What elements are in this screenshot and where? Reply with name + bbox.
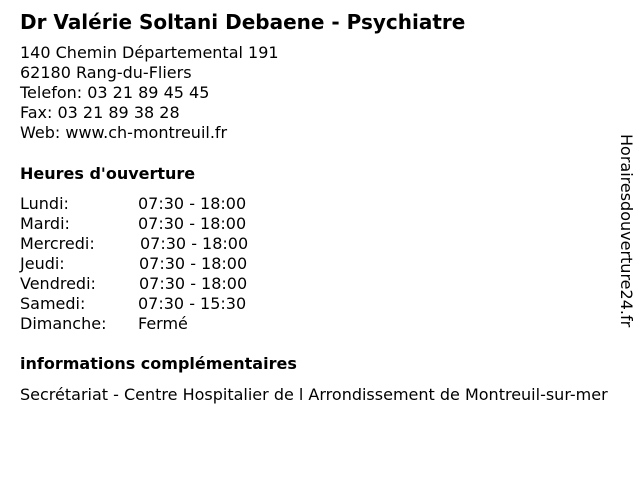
time-value: Fermé [138,314,188,333]
time-value: 07:30 - 18:00 [139,254,248,273]
address-city: 62180 Rang-du-Fliers [20,63,192,82]
time-value: 07:30 - 18:00 [140,234,249,253]
fax-number: Fax: 03 21 89 38 28 [20,103,180,122]
hours-row-tuesday [20,214,320,234]
hours-row-sunday [20,314,320,334]
time-value: 07:30 - 18:00 [138,194,247,213]
additional-info-heading: informations complémentaires [20,354,297,373]
opening-hours-table [20,194,320,334]
day-label: Dimanche: [20,314,107,333]
phone-number: Telefon: 03 21 89 45 45 [20,83,210,102]
hours-row-friday [20,274,320,294]
day-label: Jeudi: [20,254,65,273]
day-label: Lundi: [20,194,69,213]
time-value: 07:30 - 18:00 [138,214,247,233]
contact-block [20,43,279,143]
time-value: 07:30 - 15:30 [138,294,247,313]
day-label: Samedi: [20,294,86,313]
watermark-text: Horairesdouverture24.fr [617,134,636,328]
address-street: 140 Chemin Départemental 191 [20,43,279,62]
day-label: Vendredi: [20,274,96,293]
hours-row-monday [20,194,320,214]
day-label: Mardi: [20,214,70,233]
hours-row-thursday [20,254,320,274]
additional-info-text: Secrétariat - Centre Hospitalier de l Arrondissement de Montreuil-sur-mer [20,385,608,404]
day-label: Mercredi: [20,234,95,253]
page-title: Dr Valérie Soltani Debaene - Psychiatre [20,10,466,34]
hours-row-saturday [20,294,320,314]
time-value: 07:30 - 18:00 [139,274,248,293]
site-watermark [612,134,636,346]
hours-row-wednesday [20,234,320,254]
opening-hours-heading: Heures d'ouverture [20,164,196,183]
website: Web: www.ch-montreuil.fr [20,123,228,142]
